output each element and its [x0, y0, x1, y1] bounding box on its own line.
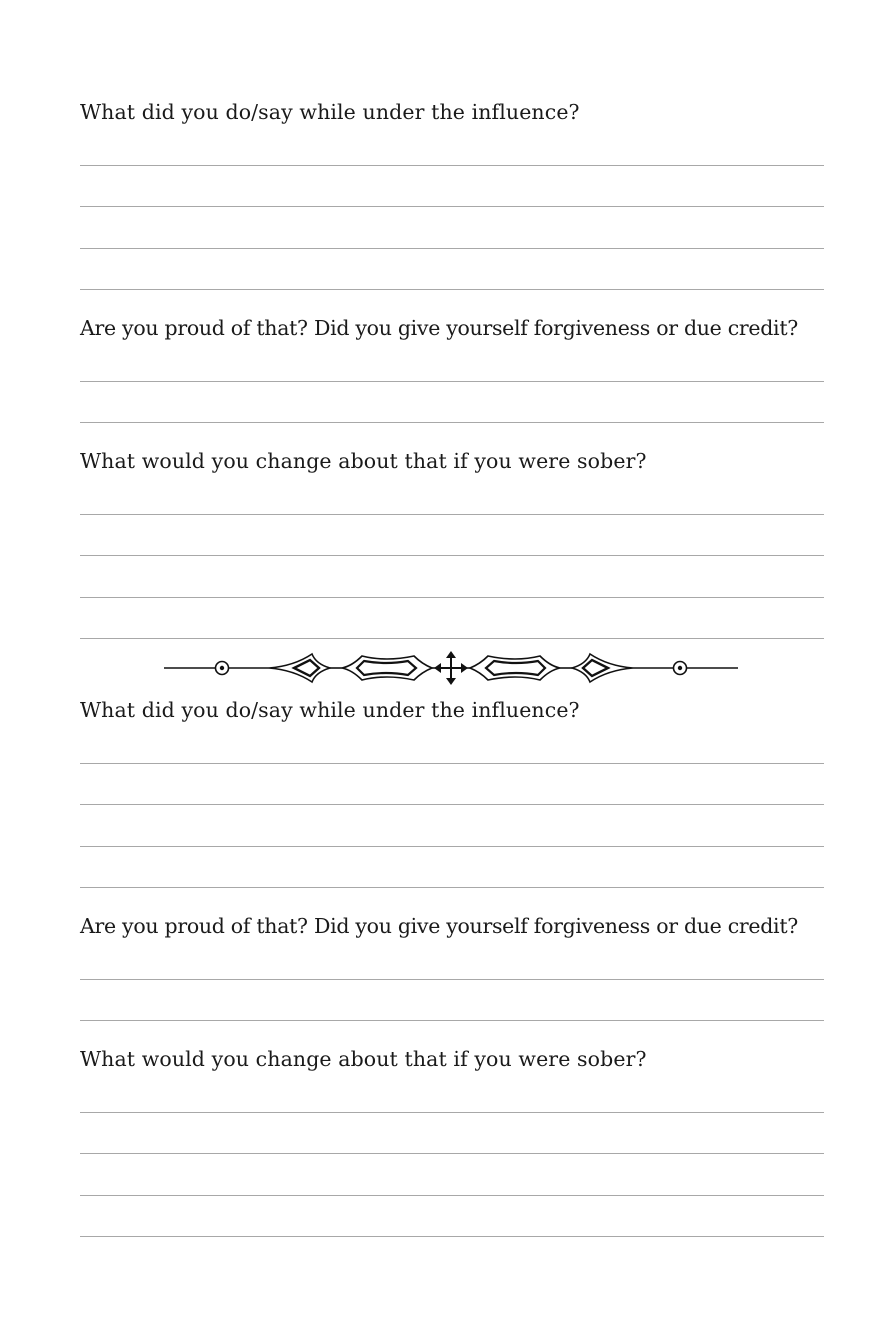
answer-line[interactable] — [80, 638, 824, 639]
answer-line[interactable] — [80, 165, 824, 166]
answer-line[interactable] — [80, 887, 824, 888]
question-proud: Are you proud of that? Did you give yourself forgiveness or due credit? — [80, 316, 798, 340]
answer-line[interactable] — [80, 514, 824, 515]
answer-line[interactable] — [80, 289, 824, 290]
answer-line[interactable] — [80, 979, 824, 980]
answer-line[interactable] — [80, 381, 824, 382]
answer-line[interactable] — [80, 597, 824, 598]
question-change-sober: What would you change about that if you were sober? — [80, 449, 647, 473]
question-do-say: What did you do/say while under the influence? — [80, 100, 580, 124]
answer-line[interactable] — [80, 1236, 824, 1237]
question-proud: Are you proud of that? Did you give yourself forgiveness or due credit? — [80, 914, 798, 938]
answer-line[interactable] — [80, 422, 824, 423]
answer-line[interactable] — [80, 846, 824, 847]
answer-line[interactable] — [80, 206, 824, 207]
answer-line[interactable] — [80, 1195, 824, 1196]
answer-line[interactable] — [80, 1020, 824, 1021]
answer-line[interactable] — [80, 1112, 824, 1113]
question-change-sober: What would you change about that if you were sober? — [80, 1047, 647, 1071]
ornamental-divider-icon — [164, 650, 738, 686]
answer-line[interactable] — [80, 248, 824, 249]
answer-line[interactable] — [80, 804, 824, 805]
question-do-say: What did you do/say while under the influence? — [80, 698, 580, 722]
answer-line[interactable] — [80, 763, 824, 764]
answer-line[interactable] — [80, 555, 824, 556]
answer-line[interactable] — [80, 1153, 824, 1154]
